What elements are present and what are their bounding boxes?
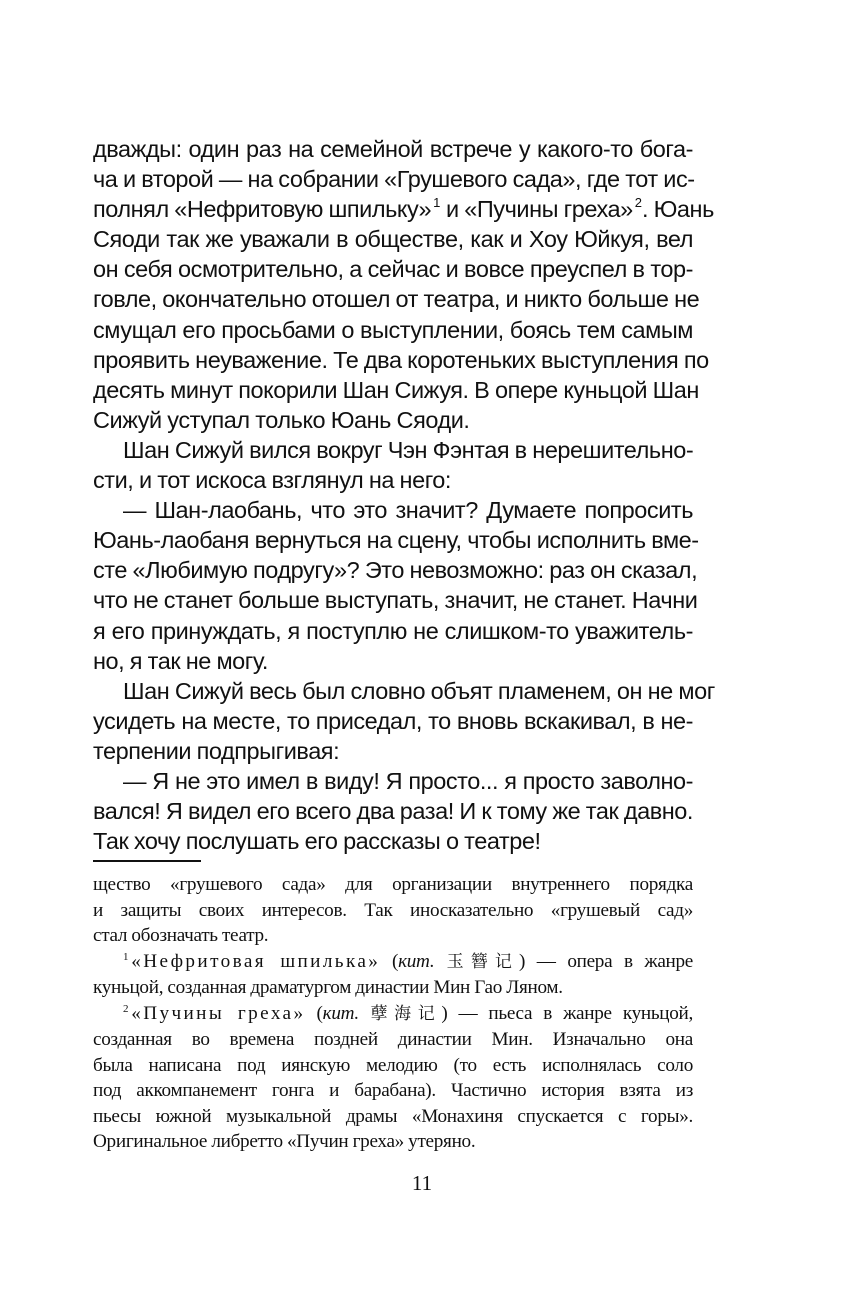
text-line: терпении подпрыгивая: (93, 737, 340, 764)
footnote-1 (93, 949, 693, 976)
footnote-ref-2: 2 (634, 195, 642, 211)
text-line: сти, и тот искоса взглянул на него: (93, 467, 452, 494)
text-line: — Я не это имел в виду! Я просто... я просто заволно- (123, 767, 693, 794)
text-line: вался! Я видел его всего два раза! И к тому же так давно. (93, 798, 694, 825)
text-line: что не станет больше выступать, значит, не станет. Начни (93, 587, 698, 614)
footnote-term: «Пучины греха» (131, 1002, 306, 1024)
footnote-line: куньцой, созданная драматургом династии Мин Гао Ляном. (93, 977, 563, 998)
abbreviation: кит. (322, 1002, 359, 1024)
text-fragment: полнял «Нефритовую шпильку» (93, 196, 432, 223)
abbreviation: кит. (398, 950, 435, 972)
text-fragment: . Юань (641, 196, 714, 223)
text-fragment: и «Пучины греха» (440, 196, 633, 223)
text-fragment: ) — пьеса в жанре куньцой, (441, 1002, 694, 1024)
text-line: Юань-лаобаня вернуться на сцену, чтобы исполнить вме- (93, 527, 699, 554)
text-line: смущал его просьбами о выступлении, боясь тем самым (93, 316, 693, 343)
text-line: я его принуждать, я поступлю не слишком-то уважитель- (93, 617, 693, 644)
footnote-line: и защиты своих интересов. Так иносказательно «грушевый сад» (93, 899, 693, 921)
footnote-line: под аккомпанемент гонга и барабана). Частично история взята из (93, 1080, 693, 1101)
footnote-divider (93, 860, 201, 862)
text-line: Шан Сижуй вился вокруг Чэн Фэнтая в нерешительно- (123, 436, 694, 463)
footnotes (93, 872, 693, 1155)
footnote-line: Оригинальное либретто «Пучин греха» утеряно. (93, 1131, 476, 1152)
body-text (93, 134, 715, 856)
text-fragment: ) — опера в жанре (519, 950, 694, 972)
text-line: ча и второй — на собрании «Грушевого сада», где тот ис- (93, 166, 695, 193)
text-line: но, я так не могу. (93, 647, 268, 674)
text-line: десять минут покорили Шан Сижуя. В опере куньцой Шан (93, 376, 699, 403)
footnote-line: пьесы южной музыкальной драмы «Монахиня спускается с горы». (93, 1105, 693, 1127)
text-line (93, 194, 714, 224)
chinese-title: 孽海记 (358, 1003, 442, 1024)
footnote-line: была написана под иянскую мелодию (то есть исполнялась соло (93, 1054, 693, 1076)
text-line: Шан Сижуй весь был словно объят пламенем, он не мог (123, 677, 715, 704)
footnote-2 (93, 1001, 693, 1028)
footnote-line: щество «грушевого сада» для организации внутреннего порядка (93, 874, 693, 895)
text-fragment: ( (305, 1002, 323, 1024)
footnote-number: 1 (123, 950, 129, 963)
text-line: дважды: один раз на семейной встрече у какого-то бога- (93, 136, 693, 162)
text-line: говле, окончательно отошел от театра, и никто больше не (93, 286, 700, 313)
text-line: Сяоди так же уважали в обществе, как и Хоу Юйкуя, вел (93, 226, 693, 253)
footnote-line: созданная во времена поздней династии Мин. Изначально она (93, 1029, 693, 1050)
footnote-ref-1: 1 (433, 195, 441, 211)
footnote-number: 2 (123, 1002, 129, 1015)
text-line: он себя осмотрительно, а сейчас и вовсе преуспел в тор- (93, 256, 693, 283)
text-line: сте «Любимую подругу»? Это невозможно: раз он сказал, (93, 557, 698, 584)
footnote-line: стал обозначать театр. (93, 925, 269, 946)
footnote-term: «Нефритовая шпилька» (131, 950, 381, 972)
text-line: — Шан-лаобань, что это значит? Думаете попросить (123, 497, 693, 524)
text-line: усидеть на месте, то приседал, то вновь вскакивал, в не- (93, 707, 693, 734)
text-fragment: ( (380, 950, 399, 972)
text-line: проявить неуважение. Те два коротеньких выступления по (93, 346, 709, 373)
chinese-title: 玉簪记 (434, 951, 520, 972)
text-line: Сижуй уступал только Юань Сяоди. (93, 406, 470, 433)
text-line: Так хочу послушать его рассказы о театре! (93, 828, 541, 855)
page-number: 11 (411, 1171, 433, 1195)
